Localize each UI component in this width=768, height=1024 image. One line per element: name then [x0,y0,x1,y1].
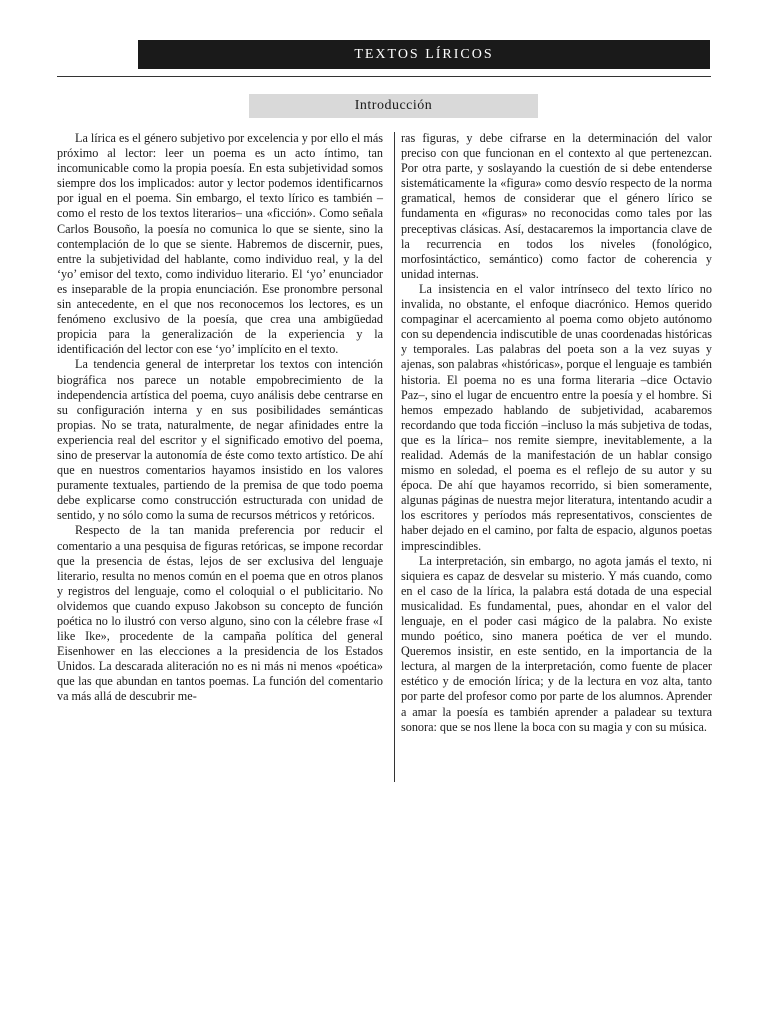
running-header: TEXTOS LÍRICOS [138,40,710,69]
paragraph: La lírica es el género subjetivo por excelencia y por ello el más próximo al lector: leer un poema es un acto íntimo, tan incomunicable como la propia poesía. En esta subjetividad somos siempre dos los implicados: autor y lector podemos identificarnos por igual en el poema. Sin embargo, el texto lírico es también –como el resto de los textos literarios– una «ficción». Como señala Carlos Bousoño, la poesía no comunica lo que se siente, sino la contemplación de lo que se siente. Habremos de discernir, pues, entre la subjetividad del hablante, como individuo real, y la del ‘yo’ emisor del texto, como individuo literario. El ‘yo’ enunciador es inseparable de la propia enunciación. Ese pronombre personal sin antecedente, en el que nos reconocemos los lectores, es un fenómeno exclusivo de la poesía, que crea una ambigüedad propicia para la generalización de la experiencia y la identificación del lector con ese ‘yo’ implícito en el texto. [57,131,383,357]
paragraph: La tendencia general de interpretar los textos con intención biográfica nos parece un notable empobrecimiento de la independencia artística del poema, cuyo análisis debe centrarse en su configuración interna y en sus posibilidades semánticas propias. No se trata, naturalmente, de negar afinidades entre la experiencia real del escritor y el significado emotivo del poema, sino de preservar la autonomía de éste como texto artístico. De ahí que en nuestros comentarios hayamos insistido en los valores puramente textuales, partiendo de la premisa de que todo poema debe explicarse como construcción estructurada con unidad de sentido, y no sólo como la suma de recursos métricos y retóricos. [57,357,383,523]
paragraph: Respecto de la tan manida preferencia por reducir el comentario a una pesquisa de figuras retóricas, se impone recordar que la presencia de éstas, lejos de ser exclusiva del lenguaje literario, resulta no menos común en el poema que en otros planos y registros del lenguaje, como el coloquial o el publicitario. No olvidemos que cuando expuso Jakobson su concepto de función poética no lo ilustró con verso alguno, sino con la célebre frase «I like Ike», procedente de la campaña política del general Eisenhower en las elecciones a la presidencia de los Estados Unidos. La descarada aliteración no es ni más ni menos «poética» que las que abundan en tantos poemas. La función del comentario va más allá de descubrir me- [57,523,383,704]
paragraph: ras figuras, y debe cifrarse en la determinación del valor preciso con que funcionan en el contexto al que pertenezcan. Por otra parte, y soslayando la cuestión de si debe entenderse sistemáticamente la «figura» como desvío respecto de la norma gramatical, hemos de considerar que el género lírico se fundamenta en «figuras» no reconocidas como tales por las preceptivas clásicas. Así, destacaremos la importancia clave de la recurrencia en todos los niveles (fonológico, morfosintáctico, semántico) como factor de coherencia y unidad internas. [401,131,712,281]
header-rule [57,76,711,77]
section-title: Introducción [249,94,538,118]
left-column [57,131,383,705]
column-divider [394,132,395,782]
right-column [401,131,712,735]
paragraph: La interpretación, sin embargo, no agota jamás el texto, ni siquiera es capaz de desvelar su misterio. Y más cuando, como en el caso de la lírica, la palabra está dotada de una especial musicalidad. Es fundamental, pues, ahondar en el valor del lenguaje, en el poder casi mágico de la palabra. No existe mundo poético, sino manera poética de ver el mundo. Queremos insistir, en este sentido, en la importancia de la lectura, al margen de la interpretación, como fuente de placer estético y de emoción lírica; y de la lectura en voz alta, tanto por parte del profesor como por parte de los alumnos. Aprender a amar la poesía es también aprender a paladear su textura sonora: que se nos llene la boca con su magia y con su música. [401,553,712,734]
paragraph: La insistencia en el valor intrínseco del texto lírico no invalida, no obstante, el enfoque diacrónico. Hemos querido compaginar el acercamiento al poema como objeto autónomo con su dependencia indiscutible de unas coordenadas históricas y temporales. Las palabras del poeta son a la vez suyas y ajenas, son palabras «históricas», porque el lenguaje es también historia. El poema no es una forma literaria –dice Octavio Paz–, sino el lugar de encuentro entre la poesía y el hombre. Si hemos empezado hablando de subjetividad, acabaremos recordando que toda ficción –incluso la más subjetiva de todas, que es la lírica– nos remite siempre, inevitablemente, a la realidad. Además de la manifestación de un hablar consigo mismo en soledad, el poema es el reflejo de su autor y su época. De ahí que hayamos recorrido, si bien someramente, algunas páginas de nuestra mejor literatura, intentando acudir a los escritores y períodos más representativos, conscientes de haber dejado en el camino, por falta de espacio, algunos poetas imprescindibles. [401,281,712,553]
